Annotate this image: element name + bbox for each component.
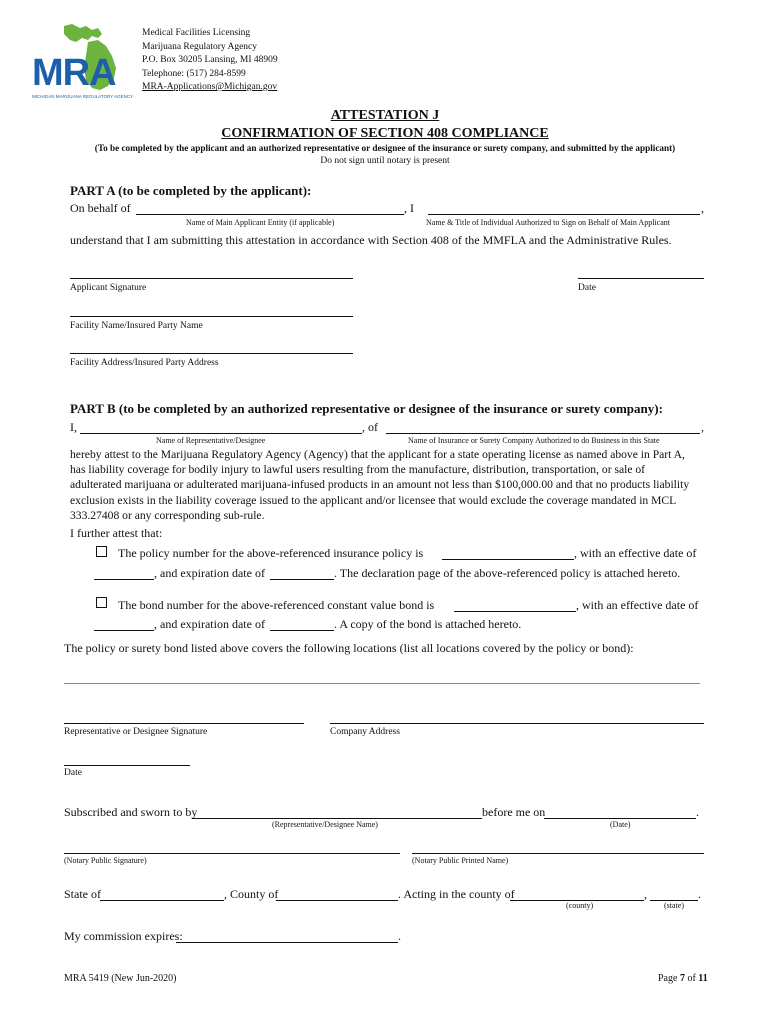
address-line: P.O. Box 30205 Lansing, MI 48909 [142,55,278,65]
acting-comma: , [644,887,647,901]
subscribed-label: Subscribed and sworn to by [64,805,198,819]
state-of-label: State of [64,887,101,901]
address-line: Telephone: (517) 284-8599 [142,68,246,79]
bond-effective-date-field[interactable] [94,630,154,631]
representative-caption: Name of Representative/Designee [156,436,266,445]
company-name-field[interactable] [386,433,700,434]
address-line: Marijuana Regulatory Agency [142,41,258,52]
company-caption: Name of Insurance or Surety Company Authorized to do Business in this State [408,436,660,445]
paragraph-line: hereby attest to the Marijuana Regulatory Agency (Agency) that the applicant for a state operating license as named above in Part A, [70,448,685,461]
rep-name-caption: (Representative/Designee Name) [272,820,378,829]
logo-subtitle: MICHIGAN MARIJUANA REGULATORY AGENCY [32,94,134,99]
acting-period: . [698,887,701,901]
attest-paragraph [70,447,689,523]
page-prefix: Page [658,973,680,984]
applicant-date-label: Date [578,283,596,293]
of-label: , of [362,420,378,434]
policy-declaration-text: . The declaration page of the above-referenced policy is attached hereto. [334,566,681,580]
notary-printed-field[interactable] [412,853,704,854]
facility-address-field[interactable] [70,353,353,354]
form-title: ATTESTATION J [330,108,440,123]
page-number [658,973,708,984]
individual-name-field[interactable] [428,214,700,215]
locations-text: The policy or surety bond listed above covers the following locations (list all locations covered by the policy or bond): [64,641,634,655]
agency-address [142,27,278,95]
policy-number-field[interactable] [442,559,574,560]
paragraph-line: 333.27408 or any corresponding sub-rule. [70,508,265,522]
state-field[interactable] [100,900,224,901]
rep-signature-field[interactable] [64,723,304,724]
sworn-date-field[interactable] [544,818,696,819]
bond-expiration-text: , and expiration date of [154,617,265,631]
on-behalf-of-label: On behalf of [70,201,131,215]
representative-name-field[interactable] [80,433,362,434]
policy-effective-date-field[interactable] [94,579,154,580]
county-field[interactable] [276,900,398,901]
bond-checkbox[interactable] [96,597,107,608]
main-entity-caption: Name of Main Applicant Entity (if applicable) [186,218,335,227]
form-id: MRA 5419 (New Jun-2020) [64,973,177,984]
trailing-comma: , [701,420,704,434]
policy-text: The policy number for the above-referenced insurance policy is [118,546,424,560]
county-caption: (county) [566,901,594,910]
rep-signature-label: Representative or Designee Signature [64,727,208,737]
applicant-signature-label: Applicant Signature [70,283,147,293]
bond-effective-text: , with an effective date of [576,598,699,612]
rep-date-label: Date [64,768,82,778]
main-entity-field[interactable] [136,214,404,215]
paragraph-line: exclusion exists in the liability coverage issued to the applicant and/or licensee that would exclude the coverage mandated in MCL [70,493,677,507]
policy-effective-text: , with an effective date of [574,546,697,560]
facility-name-label: Facility Name/Insured Party Name [70,321,203,331]
agency-logo [28,20,134,102]
county-of-label: , County of [224,887,279,901]
bond-text: The bond number for the above-referenced constant value bond is [118,598,435,612]
sworn-period: . [696,805,699,819]
paragraph-line: adulterated marijuana or adulterated marijuana-infused products in an amount not less than $100,000.00 and that no products liability [70,478,690,492]
agency-email-link[interactable]: MRA-Applications@Michigan.gov [142,82,278,92]
part-b-heading: PART B (to be completed by an authorized representative or designee of the insurance or surety company): [70,401,663,416]
logo-text: MRA [32,52,116,94]
before-me-label: before me on [482,805,546,819]
locations-field[interactable] [64,683,700,684]
notary-signature-caption: (Notary Public Signature) [64,856,147,865]
policy-checkbox[interactable] [96,546,107,557]
page-total: 11 [698,973,708,984]
policy-expiration-date-field[interactable] [270,579,334,580]
individual-caption: Name & Title of Individual Authorized to Sign on Behalf of Main Applicant [426,218,670,227]
notary-signature-field[interactable] [64,853,400,854]
paragraph-line: has liability coverage for bodily injury to lawful users resulting from the manufacture, distribution, transportation, or sale of [70,463,646,477]
address-line: Medical Facilities Licensing [142,28,251,38]
notary-printed-caption: (Notary Public Printed Name) [412,856,509,865]
applicant-date-field[interactable] [578,278,704,279]
policy-expiration-text: , and expiration date of [154,566,265,580]
applicant-signature-field[interactable] [70,278,353,279]
trailing-comma: , [701,201,704,215]
i-label: I, [70,420,77,434]
comma-i-label: , I [404,201,414,215]
page-current: 7 [679,973,685,984]
form-subtitle: CONFIRMATION OF SECTION 408 COMPLIANCE [221,126,549,141]
company-address-field[interactable] [330,723,704,724]
acting-in-label: . Acting in the county of [398,887,515,901]
understand-text: understand that I am submitting this attestation in accordance with Section 408 of the MMFLA and the Administrative Rules. [70,233,672,247]
facility-name-field[interactable] [70,316,353,317]
commission-field[interactable] [176,942,398,943]
company-address-label: Company Address [330,727,400,737]
bond-copy-text: . A copy of the bond is attached hereto. [334,617,522,631]
bond-number-field[interactable] [454,611,576,612]
further-attest-label: I further attest that: [70,526,163,540]
rep-date-field[interactable] [64,765,190,766]
facility-address-label: Facility Address/Insured Party Address [70,358,219,368]
sworn-name-field[interactable] [192,818,482,819]
page-of: of [684,973,699,984]
commission-label: My commission expires: [64,929,183,943]
notary-note: Do not sign until notary is present [320,156,450,166]
completion-note: (To be completed by the applicant and an authorized representative or designee of the insurance or surety company, and submitted by the applicant) [94,143,676,153]
bond-expiration-date-field[interactable] [270,630,334,631]
part-a-heading: PART A (to be completed by the applicant): [70,183,312,198]
sworn-date-caption: (Date) [610,820,631,829]
state-caption: (state) [664,901,684,910]
commission-period: . [398,929,401,943]
